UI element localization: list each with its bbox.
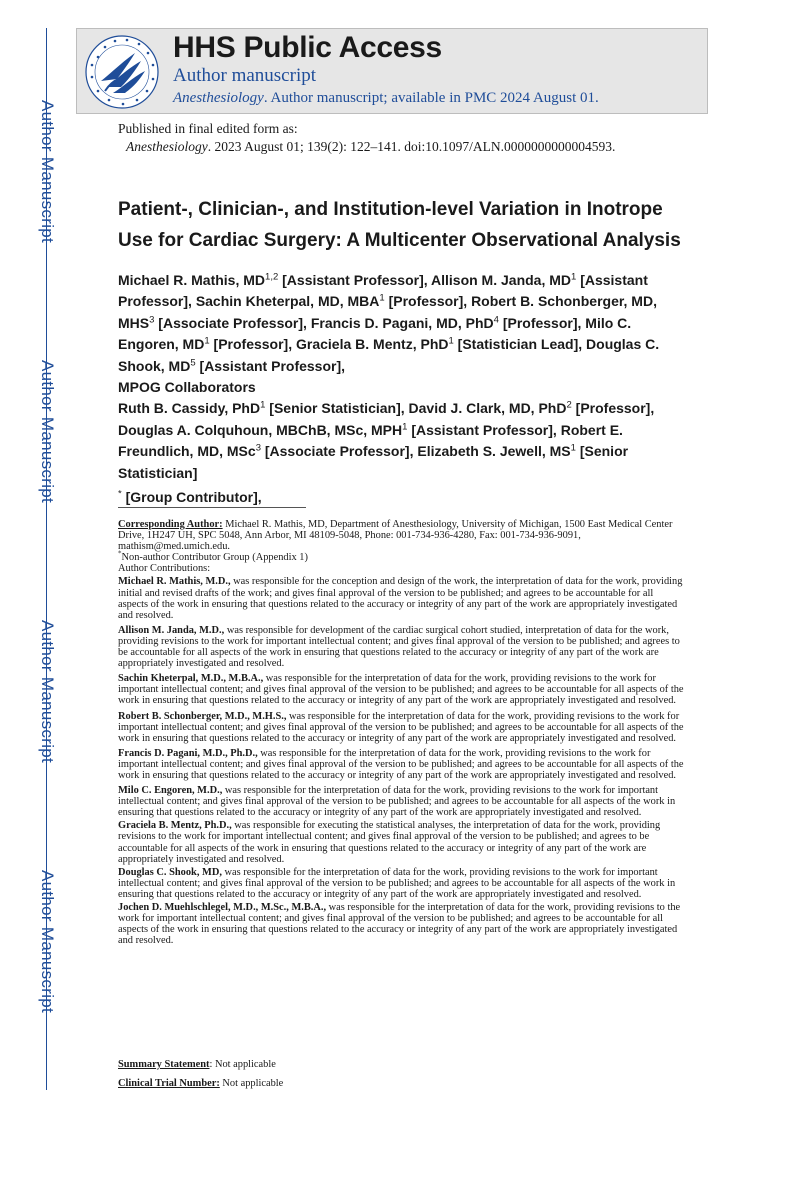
author-affiliation: 1 — [260, 399, 266, 411]
author-role: [Professor], — [209, 336, 296, 353]
banner-subtitle: Author manuscript — [173, 65, 317, 86]
contributor-name: Allison M. Janda, M.D., — [118, 624, 225, 636]
contribution-text: was responsible for the conception and design of the work, the interpretation of data for the work, providing initial and revised drafts of the work; and gives final approval of the version to be published; and agrees to be accountable for all aspects of the work in ensuring that questions related to the accuracy or integrity of any part of the work are appropriately investigated and resolved. — [118, 576, 683, 621]
author-name: Douglas A. Colquhoun, MBChB, MSc, MPH — [118, 421, 403, 438]
contribution-text: was responsible for the interpretation of data for the work, providing revisions to the work for important intellectual content; and gives final approval of the version to be published; and agrees to be accountable for all aspects of the work in ensuring that questions related to the accuracy or integrity of any part of the work are appropriately investigated and resolved. — [118, 866, 676, 900]
published-citation-text: . 2023 August 01; 139(2): 122–141. doi:10.1097/ALN.0000000000004593. — [207, 139, 616, 154]
margin-label-author-manuscript: Author Manuscript — [38, 870, 57, 1014]
author-role: [Assistant Professor], — [407, 421, 561, 438]
banner-availability: . Author manuscript; available in PMC 2024 August 01. — [263, 90, 599, 106]
author-role: [Associate Professor], — [260, 443, 418, 460]
contributor-name: Jochen D. Muehlschlegel, M.D., M.Sc., M.B.A., — [118, 902, 327, 913]
primary-authors — [118, 270, 683, 377]
author-role: [Professor], — [571, 400, 655, 417]
contributions-label: Author Contributions: — [118, 563, 211, 575]
group-contributor-role: [Group Contributor], — [121, 489, 262, 506]
author-affiliation: 1 — [379, 292, 385, 304]
published-in-block — [118, 120, 615, 156]
author-name: Sachin Kheterpal, MD, MBA — [195, 293, 380, 310]
author-name: Robert B. Schonberger, MD, MHS — [118, 293, 657, 331]
summary-statement-label: Summary Statement — [118, 1059, 210, 1070]
contribution-entry — [118, 625, 684, 669]
contribution-text: was responsible for the interpretation of data for the work, providing revisions to the work for important intellectual content; and gives final approval of the version to be published; and agrees to be accountable for all aspects of the work in ensuring that questions related to the accuracy or integrity of any part of the work are appropriately investigated and resolved. — [118, 747, 684, 781]
contribution-entry — [118, 785, 684, 818]
author-role: [Assistant Professor], — [118, 272, 648, 310]
clinical-trial-number — [118, 1078, 283, 1090]
author-name: Milo C. Engoren, MD — [118, 314, 632, 353]
nonauthor-note — [118, 549, 684, 564]
corresponding-author-text: Michael R. Mathis, MD, Department of Anesthesiology, University of Michigan, 1500 East Medical Center Drive, 1H247 UH, SPC 5048, Ann Arbor, MI 48109-5048, Phone: 001-734-936-4280, Fax: 001-734-936-9091, mathism@med.umich.edu. — [118, 519, 673, 553]
contributor-name: Robert B. Schonberger, M.D., M.H.S., — [118, 710, 287, 722]
author-affiliation: 1 — [448, 335, 454, 347]
margin-label-author-manuscript: Author Manuscript — [38, 360, 57, 504]
hhs-eagle-seal-icon — [83, 33, 161, 111]
author-role: [Assistant Professor], — [195, 357, 346, 374]
contributor-name: Francis D. Pagani, M.D., Ph.D., — [118, 747, 258, 759]
author-affiliation: 5 — [190, 356, 196, 368]
margin-label-author-manuscript: Author Manuscript — [38, 620, 57, 764]
contributor-name: Milo C. Engoren, M.D., — [118, 785, 223, 797]
author-name: Francis D. Pagani, MD, PhD — [310, 314, 494, 331]
banner-citation — [173, 90, 599, 107]
author-affiliation: 1 — [571, 271, 577, 283]
author-role: [Statistician Lead], — [453, 336, 587, 353]
article-title: Patient-, Clinician-, and Institution-level Variation in Inotrope Use for Cardiac Surgery: A Multicenter Observational Analysis — [118, 199, 681, 251]
contributor-name: Michael R. Mathis, M.D., — [118, 576, 231, 588]
contribution-entry — [118, 902, 684, 946]
contributor-name: Sachin Kheterpal, M.D., M.B.A., — [118, 673, 264, 685]
banner-journal: Anesthesiology — [173, 90, 264, 106]
author-role: [Senior Statistician], — [265, 400, 409, 417]
published-label: Published in final edited form as: — [118, 121, 298, 136]
hhs-public-access-banner — [76, 28, 708, 114]
author-name: Michael R. Mathis, MD — [118, 272, 266, 288]
published-journal: Anesthesiology — [126, 139, 208, 154]
contribution-text: was responsible for development of the cardiac surgical cohort studied, interpretation of data for the work, providing revisions to the work for important intellectual content; and gives final approval of the version to be published; and agrees to be accountable for all aspects of the work in ensuring that questions related to the accuracy or integrity of any part of the work are appropriately investigated and resolved. — [118, 624, 680, 670]
contribution-text: was responsible for executing the statistical analyses, the interpretation of data for the work, providing revisions to the work for important intellectual content; and gives final approval of the version to be published; and agrees to be accountable for all aspects of the work in ensuring that questions related to the accuracy or integrity of any part of the work are appropriately investigated and resolved. — [118, 820, 661, 865]
author-role: [Associate Professor], — [154, 314, 311, 331]
banner-title: HHS Public Access — [173, 31, 442, 64]
nonauthor-marker: * — [118, 549, 122, 558]
contribution-text: was responsible for the interpretation of data for the work, providing revisions to the work for important intellectual content; and gives final approval of the version to be published; and agrees to be accountable for all aspects of the work in ensuring that questions related to the accuracy or integrity of any part of the work are appropriately investigated and resolved. — [118, 902, 681, 947]
author-name: Allison M. Janda, MD — [431, 272, 572, 288]
contribution-entry — [118, 867, 684, 900]
margin-label-author-manuscript: Author Manuscript — [38, 100, 57, 244]
author-affiliation: 3 — [149, 314, 155, 326]
contribution-entry — [118, 673, 684, 706]
author-name: David J. Clark, MD, PhD — [408, 400, 567, 417]
author-list — [118, 270, 683, 508]
corresponding-author-label: Corresponding Author: — [118, 519, 223, 530]
author-role: [Assistant Professor], — [278, 272, 431, 288]
author-affiliation: 3 — [255, 442, 261, 454]
author-affiliation: 1 — [204, 335, 210, 347]
contribution-entry — [118, 576, 684, 620]
author-affiliation: 4 — [493, 314, 499, 326]
author-role: [Professor], — [498, 314, 586, 331]
contributor-name: Graciela B. Mentz, Ph.D., — [118, 820, 232, 832]
author-role: [Senior Statistician] — [118, 443, 629, 481]
author-name: Douglas C. Shook, MD — [118, 336, 660, 374]
clinical-trial-text: Not applicable — [219, 1078, 284, 1089]
contribution-text: was responsible for the interpretation of data for the work, providing revisions to the work for important intellectual content; and gives final approval of the version to be published; and agrees to be accountable for all aspects of the work in ensuring that questions related to the accuracy or integrity of any part of the work are appropriately investigated and resolved. — [118, 673, 684, 707]
author-name: Graciela B. Mentz, PhD — [296, 336, 449, 353]
footnotes — [118, 519, 684, 946]
group-contributor-marker: * — [118, 488, 122, 500]
contribution-text: was responsible for the interpretation of data for the work, providing revisions to the work for important intellectual content; and gives final approval of the version to be published; and agrees to be accountable for all aspects of the work in ensuring that questions related to the accuracy or integrity of any part of the work are appropriately investigated and resolved. — [118, 710, 684, 744]
group-contributor — [118, 487, 683, 508]
author-name: Elizabeth S. Jewell, MS — [417, 443, 571, 460]
summary-statement-text: : Not applicable — [209, 1059, 276, 1070]
author-affiliation: 1,2 — [265, 271, 279, 283]
author-role: [Professor], — [384, 293, 472, 310]
footnote-divider — [118, 507, 306, 508]
contributor-name: Douglas C. Shook, MD, — [118, 866, 222, 878]
author-affiliation: 2 — [566, 399, 572, 411]
author-affiliation: 1 — [402, 421, 408, 433]
collaborator-group: MPOG Collaborators — [118, 379, 256, 396]
summary-statement — [118, 1059, 276, 1071]
published-citation — [118, 138, 615, 156]
author-name: Ruth B. Cassidy, PhD — [118, 400, 261, 417]
contribution-entry — [118, 748, 684, 781]
corresponding-author-note — [118, 519, 684, 552]
collaborator-authors — [118, 398, 683, 484]
author-name: Robert E. Freundlich, MD, MSc — [118, 421, 623, 460]
nonauthor-text: Non-author Contributor Group (Appendix 1) — [121, 552, 308, 564]
contribution-entry — [118, 711, 684, 744]
clinical-trial-label: Clinical Trial Number: — [118, 1078, 220, 1089]
author-affiliation: 1 — [570, 442, 576, 454]
contribution-entry — [118, 820, 684, 864]
contribution-text: was responsible for the interpretation of data for the work, providing revisions to the work for important intellectual content; and gives final approval of the version to be published; and agrees to be accountable for all aspects of the work in ensuring that questions related to the accuracy or integrity of any part of the work are appropriately investigated and resolved. — [118, 785, 676, 819]
